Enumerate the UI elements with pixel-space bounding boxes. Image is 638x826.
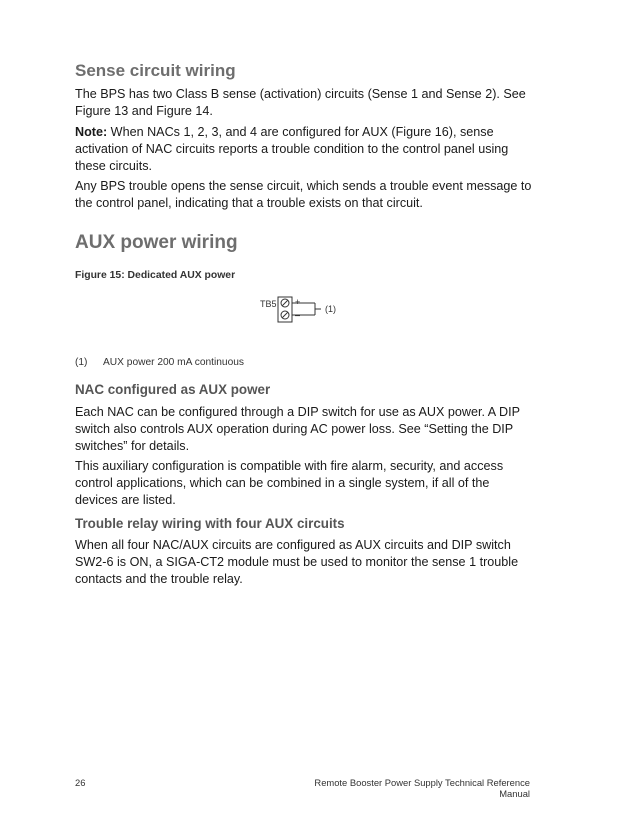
trouble-relay-heading: Trouble relay wiring with four AUX circuits: [75, 516, 345, 531]
terminal-label: TB5: [260, 299, 277, 309]
legend-text: AUX power 200 mA continuous: [103, 357, 245, 368]
aux-power-heading: AUX power wiring: [75, 232, 238, 253]
aux-power-diagram: [255, 292, 365, 328]
figure-caption: Figure 15: Dedicated AUX power: [75, 270, 236, 281]
nac-paragraph-1: Each NAC can be configured through a DIP switch for use as AUX power. A DIP switch also controls AUX operation during AC power loss. See “Setting the DIP switches” for details.: [75, 405, 520, 453]
sense-note: [75, 124, 535, 175]
screw-icon: [281, 311, 289, 319]
callout-label: (1): [325, 304, 336, 314]
screw-icon: [281, 299, 289, 307]
nac-aux-heading: NAC configured as AUX power: [75, 382, 271, 397]
nac-paragraph-2: This auxiliary configuration is compatible with fire alarm, security, and access control applications, which can be combined in a single system, if all of the devices are listed.: [75, 459, 504, 507]
sense-circuit-heading: Sense circuit wiring: [75, 61, 236, 80]
note-label: Note:: [75, 125, 108, 139]
legend-number: (1): [75, 357, 88, 368]
minus-label: –: [295, 310, 301, 320]
trouble-paragraph: When all four NAC/AUX circuits are configured as AUX circuits and DIP switch SW2-6 is ON, a SIGA-CT2 module must be used to monitor the sense 1 trouble contacts and the trouble relay.: [75, 538, 519, 586]
note-text: When NACs 1, 2, 3, and 4 are configured for AUX (Figure 16), sense activation of NAC circuits reports a trouble condition to the control panel using these circuits.: [75, 125, 509, 173]
plus-label: +: [295, 297, 301, 307]
manual-title: Remote Booster Power Supply Technical Reference Manual: [314, 777, 530, 799]
page-number: 26: [75, 777, 86, 788]
figure-legend: [75, 357, 244, 368]
sense-paragraph-2: Any BPS trouble opens the sense circuit, which sends a trouble event message to the control panel, indicating that a trouble exists on that circuit.: [75, 179, 532, 210]
sense-paragraph-1: The BPS has two Class B sense (activation) circuits (Sense 1 and Sense 2). See Figure 13 and Figure 14.: [75, 87, 526, 118]
